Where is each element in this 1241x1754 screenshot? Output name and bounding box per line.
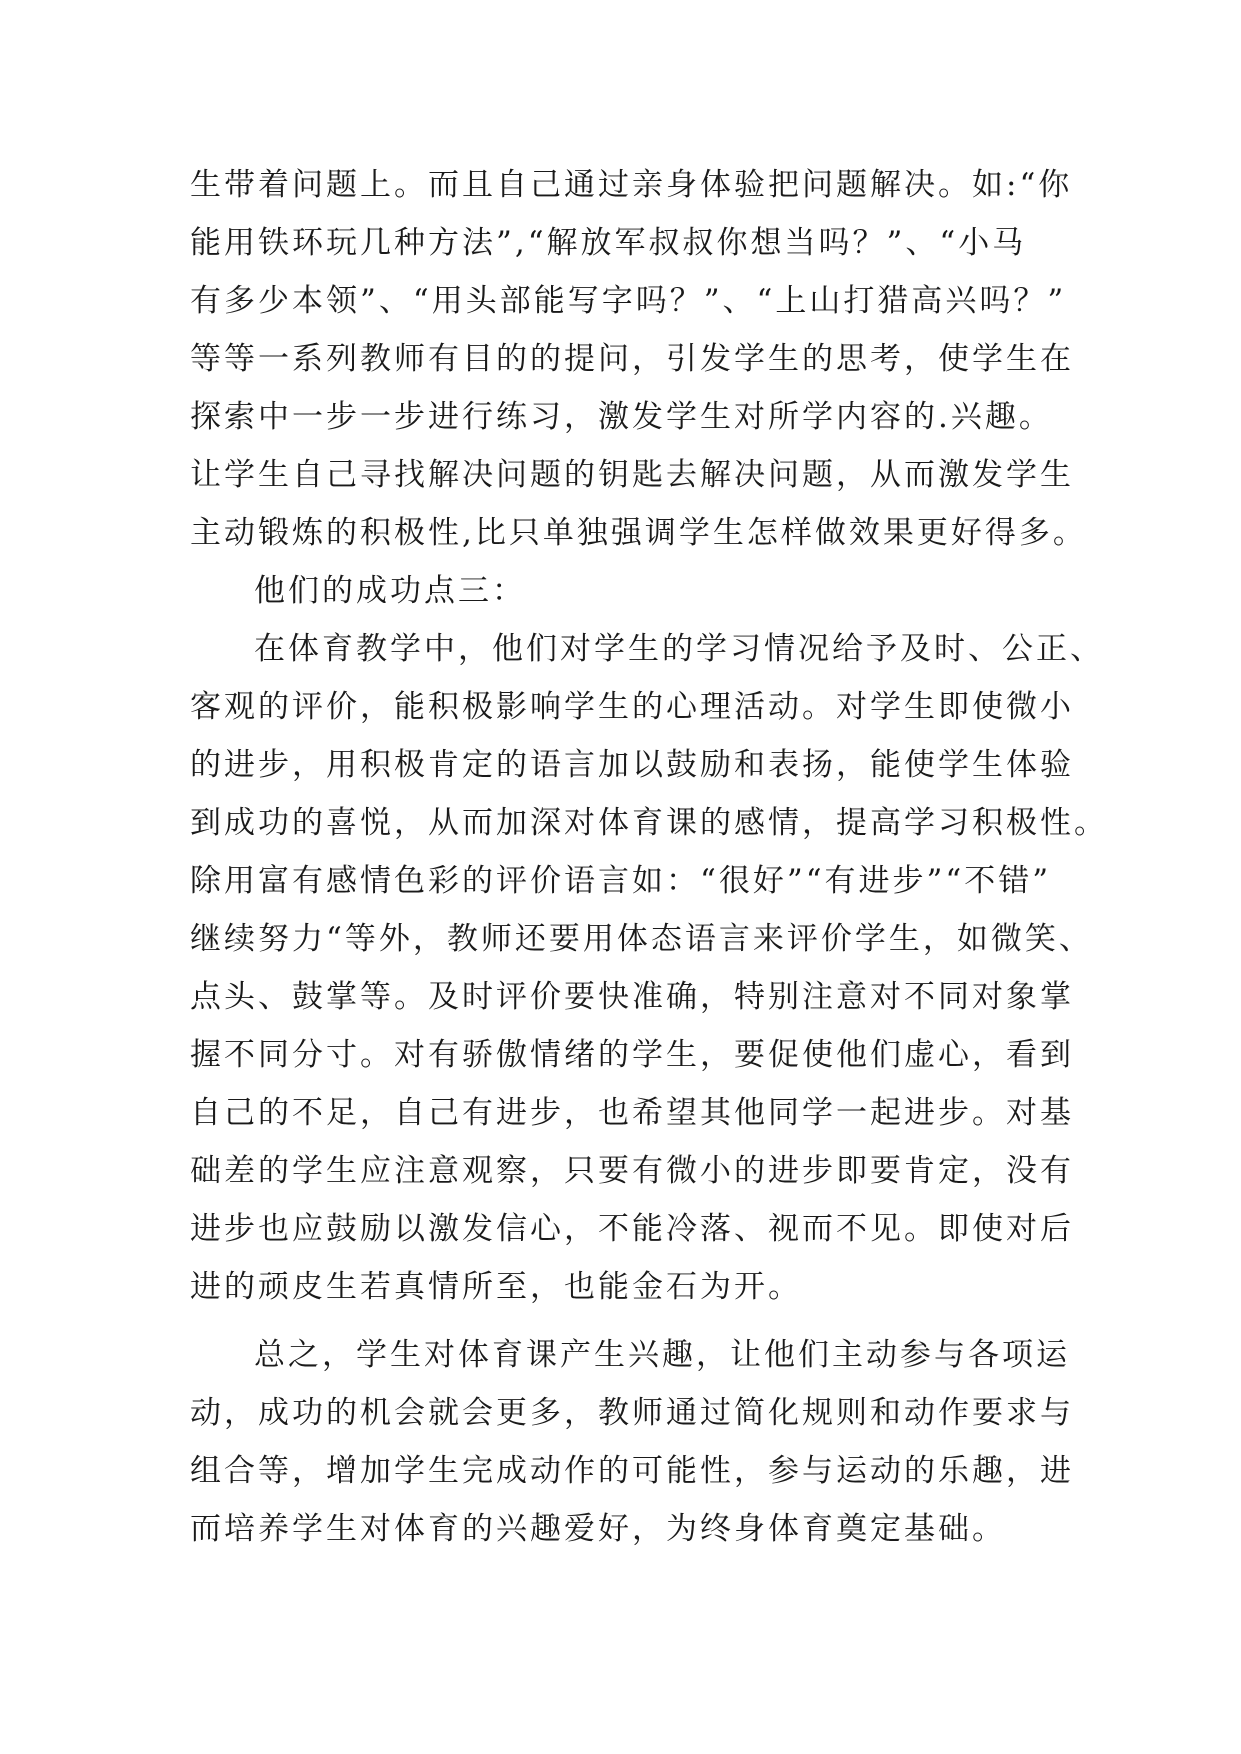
paragraph-gap (190, 1316, 1070, 1326)
text-line: 主动锻炼的积极性,比只单独强调学生怎样做效果更好得多。 (190, 515, 1087, 551)
text-line: 总之，学生对体育课产生兴趣，让他们主动参与各项运 (254, 1337, 1070, 1373)
text-line: 动，成功的机会就会更多，教师通过简化规则和动作要求与 (190, 1395, 1074, 1431)
text-line: 组合等，增加学生完成动作的可能性，参与运动的乐趣，进 (190, 1453, 1074, 1489)
text-line: 有多少本领”、“用头部能写字吗？”、“上山打猎高兴吗？” (190, 283, 1067, 319)
text-line: 生带着问题上。而且自己通过亲身体验把问题解决。如:“你 (190, 167, 1073, 203)
text-line: 让学生自己寻找解决问题的钥匙去解决问题，从而激发学生 (190, 457, 1074, 493)
text-line: 点头、鼓掌等。及时评价要快准确，特别注意对不同对象掌 (190, 979, 1074, 1015)
text-line: 能用铁环玩几种方法”,“解放军叔叔你想当吗？”、“小马 (190, 225, 1027, 261)
text-line: 进的顽皮生若真情所至，也能金石为开。 (190, 1269, 802, 1305)
text-line: 到成功的喜悦，从而加深对体育课的感情，提高学习积极性。 (190, 805, 1108, 841)
body-text (190, 156, 1108, 1558)
text-line: 探索中一步一步进行练习，激发学生对所学内容的.兴趣。 (190, 399, 1053, 435)
section-heading: 他们的成功点三： (254, 573, 526, 609)
text-line: 客观的评价，能积极影响学生的心理活动。对学生即使微小 (190, 689, 1074, 725)
text-line: 在体育教学中，他们对学生的学习情况给予及时、公正、 (254, 631, 1104, 667)
text-line: 而培养学生对体育的兴趣爱好，为终身体育奠定基础。 (190, 1511, 1006, 1547)
text-line: 等等一系列教师有目的的提问，引发学生的思考，使学生在 (190, 341, 1074, 377)
text-line: 进步也应鼓励以激发信心，不能冷落、视而不见。即使对后 (190, 1211, 1074, 1247)
text-line: 握不同分寸。对有骄傲情绪的学生，要促使他们虚心，看到 (190, 1037, 1074, 1073)
text-line: 的进步，用积极肯定的语言加以鼓励和表扬，能使学生体验 (190, 747, 1074, 783)
text-line: 础差的学生应注意观察，只要有微小的进步即要肯定，没有 (190, 1153, 1074, 1189)
text-line: 继续努力“等外，教师还要用体态语言来评价学生，如微笑、 (190, 921, 1093, 957)
text-line: 自己的不足，自己有进步，也希望其他同学一起进步。对基 (190, 1095, 1074, 1131)
text-line: 除用富有感情色彩的评价语言如：“很好”“有进步”“不错” (190, 863, 1052, 899)
